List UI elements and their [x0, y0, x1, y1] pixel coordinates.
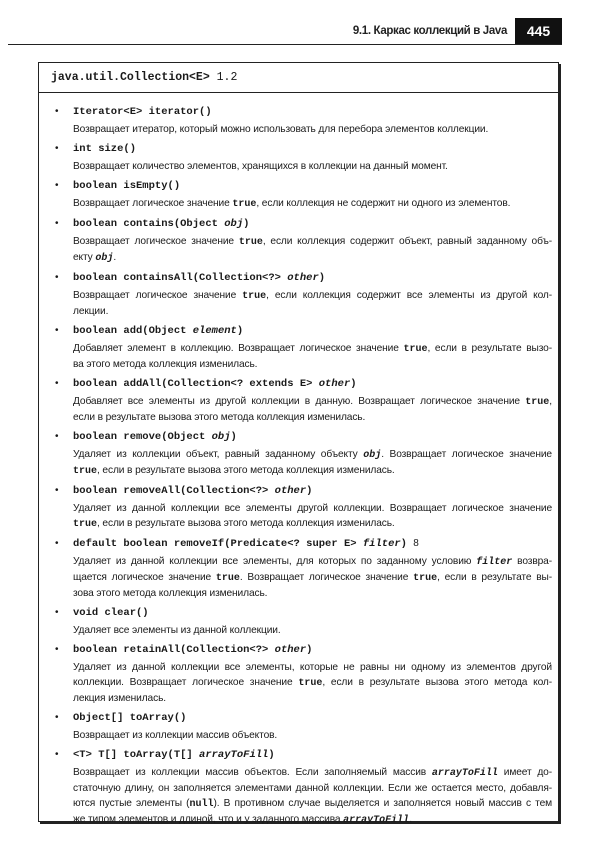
- signature-text: boolean contains(Object: [73, 218, 225, 230]
- code-term: true: [298, 678, 323, 689]
- description-text: , если в результате вызо-: [427, 343, 552, 354]
- description-text: Возвращает количество элементов, хранящихся в коллекции на данный момент.: [73, 161, 448, 172]
- description-line: [73, 501, 552, 516]
- code-term: true: [525, 397, 550, 408]
- description-text: Удаляет из данной коллекции все элементы другой коллекции. Возвращает логическое значение: [73, 503, 552, 514]
- method-item: [39, 270, 558, 319]
- description-line: [73, 122, 552, 137]
- api-box-header: [39, 63, 558, 93]
- parameter-name: other: [318, 378, 351, 390]
- code-term: arrayToFill: [431, 768, 498, 779]
- bullet-icon: •: [55, 485, 59, 496]
- description-text: Удаляет из данной коллекции все элементы, которые не равны ни одному из элементов другой: [73, 662, 552, 673]
- code-term: true: [232, 199, 257, 210]
- method-signature: [73, 605, 552, 623]
- signature-text: void clear(): [73, 607, 149, 619]
- description-text: , если в результате вы-: [437, 572, 552, 583]
- description-line: [73, 660, 552, 675]
- method-signature: [73, 104, 552, 122]
- description-text: Возвращает логическое значение: [73, 290, 243, 301]
- signature-text: int size(): [73, 143, 137, 155]
- method-description: [73, 501, 552, 532]
- description-line: [73, 288, 552, 304]
- bullet-icon: •: [55, 106, 59, 117]
- description-text: возвра-: [512, 556, 552, 567]
- description-text: коллекции. Возвращает логическое значение: [73, 677, 299, 688]
- code-term: true: [413, 573, 438, 584]
- description-text: , если коллекция не содержит ни одного из элементов.: [256, 198, 511, 209]
- bullet-icon: •: [55, 325, 59, 336]
- method-item: [39, 536, 558, 601]
- method-item: [39, 104, 558, 137]
- bullet-icon: •: [55, 143, 59, 154]
- description-text: , если в результате вызова этого метода коллекция изменилась.: [97, 465, 395, 476]
- description-line: [73, 357, 552, 372]
- bullet-icon: •: [55, 218, 59, 229]
- description-line: [73, 447, 552, 463]
- description-text: .: [113, 252, 117, 263]
- method-item: [39, 323, 558, 372]
- description-line: [73, 728, 552, 743]
- parameter-name: other: [274, 644, 307, 656]
- description-text: ). В противном случае выделяется и заполняется новый массив с тем: [213, 798, 552, 809]
- signature-text: Iterator<E> iterator(): [73, 106, 212, 118]
- method-signature: [73, 323, 552, 341]
- parameter-name: filter: [362, 538, 401, 550]
- method-item: [39, 710, 558, 743]
- method-item: [39, 605, 558, 638]
- signature-text: default boolean removeIf(Predicate<? super E>: [73, 538, 363, 550]
- description-line: [73, 410, 552, 425]
- code-term: true: [215, 573, 240, 584]
- signature-text: boolean containsAll(Collection<?>: [73, 272, 288, 284]
- bullet-icon: •: [55, 607, 59, 618]
- method-description: [73, 394, 552, 425]
- description-text: Удаляет из данной коллекции все элементы, для которых по заданному условию: [73, 556, 477, 567]
- method-signature: [73, 747, 552, 765]
- method-item: [39, 141, 558, 174]
- method-description: [73, 159, 552, 174]
- signature-text: ): [243, 218, 250, 230]
- code-term: true: [73, 466, 98, 477]
- description-text: зова этого метода коллекция изменилась.: [73, 588, 268, 599]
- signature-text: boolean isEmpty(): [73, 180, 181, 192]
- description-line: [73, 463, 552, 479]
- bullet-icon: •: [55, 272, 59, 283]
- method-list: [39, 93, 558, 828]
- description-line: [73, 516, 552, 532]
- signature-text: boolean retainAll(Collection<?>: [73, 644, 275, 656]
- method-description: [73, 288, 552, 319]
- description-line: [73, 675, 552, 691]
- method-signature: [73, 178, 552, 196]
- parameter-name: other: [274, 485, 307, 497]
- parameter-name: other: [287, 272, 319, 284]
- code-term: true: [242, 291, 267, 302]
- description-text: ва этого метода коллекция изменилась.: [73, 359, 258, 370]
- description-text: статочную длину, он заполняется элементами данной коллекции. Если же остается место, добавля-: [73, 783, 552, 794]
- method-signature: [73, 216, 552, 234]
- method-item: [39, 747, 558, 828]
- description-text: , если в результате вызова этого метода кол-: [322, 677, 552, 688]
- signature-text: boolean add(Object: [73, 325, 193, 337]
- description-text: же типом элементов и длиной, что и у заданного массива: [73, 814, 344, 825]
- description-text: Возвращает из коллекции массив объектов. Если заполняемый массив: [73, 767, 432, 778]
- method-signature: [73, 429, 552, 447]
- description-line: [73, 570, 552, 586]
- signature-text: ): [400, 538, 414, 550]
- signature-text: boolean removeAll(Collection<?>: [73, 485, 275, 497]
- method-signature: [73, 141, 552, 159]
- code-term: obj: [363, 450, 382, 461]
- description-text: .: [409, 814, 412, 825]
- description-text: если в результате вызова этого метода коллекция изменилась.: [73, 412, 366, 423]
- description-text: щается логическое значение: [73, 572, 216, 583]
- method-item: [39, 376, 558, 425]
- method-description: [73, 728, 552, 743]
- parameter-name: obj: [224, 218, 244, 230]
- method-signature: [73, 710, 552, 728]
- description-text: имеет до-: [497, 767, 552, 778]
- description-text: , если коллекция содержит объект, равный заданному объ-: [262, 236, 552, 247]
- code-term: arrayToFill: [343, 815, 410, 826]
- method-item: [39, 216, 558, 266]
- description-line: [73, 586, 552, 601]
- method-signature: [73, 270, 552, 288]
- code-term: obj: [95, 253, 114, 264]
- description-line: [73, 341, 552, 357]
- method-signature: [73, 642, 552, 660]
- description-text: . Возвращает логическое значение: [381, 449, 552, 460]
- signature-text: 8: [413, 538, 419, 549]
- method-item: [39, 178, 558, 212]
- description-line: [73, 234, 552, 250]
- method-description: [73, 554, 552, 601]
- method-description: [73, 660, 552, 706]
- signature-text: ): [306, 644, 313, 656]
- method-item: [39, 483, 558, 532]
- code-term: true: [238, 237, 263, 248]
- description-line: [73, 796, 552, 812]
- description-text: Удаляет все элементы из данной коллекции.: [73, 625, 281, 636]
- description-line: [73, 623, 552, 638]
- bullet-icon: •: [55, 538, 59, 549]
- parameter-name: element: [192, 325, 237, 337]
- method-signature: [73, 536, 552, 554]
- bullet-icon: •: [55, 712, 59, 723]
- signature-text: ): [306, 485, 313, 497]
- bullet-icon: •: [55, 749, 59, 760]
- bullet-icon: •: [55, 180, 59, 191]
- description-line: [73, 781, 552, 796]
- description-text: . Возвращает логическое значение: [239, 572, 414, 583]
- method-item: [39, 642, 558, 706]
- description-text: , если в результате вызова этого метода коллекция изменилась.: [97, 518, 395, 529]
- signature-text: boolean remove(Object: [73, 431, 212, 443]
- signature-text: ): [268, 749, 275, 761]
- description-line: [73, 250, 552, 266]
- method-item: [39, 429, 558, 479]
- parameter-name: obj: [211, 431, 231, 443]
- method-description: [73, 623, 552, 638]
- bullet-icon: •: [55, 431, 59, 442]
- description-text: лекции.: [73, 306, 109, 317]
- description-line: [73, 159, 552, 174]
- description-text: лекция изменилась.: [73, 693, 166, 704]
- page-number: 445: [515, 18, 562, 44]
- description-line: [73, 394, 552, 410]
- method-description: [73, 341, 552, 372]
- description-text: Возвращает логическое значение: [73, 236, 239, 247]
- method-signature: [73, 376, 552, 394]
- class-name: java.util.Collection<E>: [51, 71, 210, 84]
- description-text: Возвращает логическое значение: [73, 198, 233, 209]
- description-text: екту: [73, 252, 96, 263]
- signature-text: Object[] toArray(): [73, 712, 187, 724]
- since-version: 1.2: [216, 71, 238, 84]
- description-line: [73, 812, 552, 828]
- code-term: true: [403, 344, 428, 355]
- description-text: Добавляет все элементы из другой коллекции в данную. Возвращает логическое значение: [73, 396, 526, 407]
- code-term: null: [189, 799, 214, 810]
- signature-text: ): [350, 378, 357, 390]
- bullet-icon: •: [55, 644, 59, 655]
- signature-text: boolean addAll(Collection<? extends E>: [73, 378, 319, 390]
- api-box: [38, 62, 559, 826]
- running-title: 9.1. Каркас коллекций в Java: [352, 25, 507, 37]
- description-text: ,: [549, 396, 552, 407]
- method-signature: [73, 483, 552, 501]
- bullet-icon: •: [55, 378, 59, 389]
- description-line: [73, 196, 552, 212]
- description-text: Удаляет из коллекции объект, равный заданному объекту: [73, 449, 364, 460]
- description-line: [73, 765, 552, 781]
- code-term: true: [73, 519, 98, 530]
- description-line: [73, 554, 552, 570]
- signature-text: ): [236, 325, 244, 337]
- description-text: , если коллекция содержит все элементы из другой кол-: [266, 290, 552, 301]
- method-description: [73, 765, 552, 828]
- method-description: [73, 234, 552, 266]
- signature-text: <T> T[] toArray(T[]: [73, 749, 200, 761]
- code-term: filter: [476, 557, 513, 568]
- description-text: Возвращает из коллекции массив объектов.: [73, 730, 278, 741]
- method-description: [73, 122, 552, 137]
- signature-text: ): [318, 272, 326, 284]
- signature-text: ): [230, 431, 237, 443]
- parameter-name: arrayToFill: [199, 749, 269, 761]
- description-text: Возвращает итератор, который можно использовать для перебора элементов коллекции.: [73, 124, 489, 135]
- method-description: [73, 447, 552, 479]
- method-description: [73, 196, 552, 212]
- description-text: ются пустые элементы (: [73, 798, 190, 809]
- description-text: Добавляет элемент в коллекцию. Возвращает логическое значение: [73, 343, 404, 354]
- running-header: [8, 18, 562, 45]
- description-line: [73, 691, 552, 706]
- description-line: [73, 304, 552, 319]
